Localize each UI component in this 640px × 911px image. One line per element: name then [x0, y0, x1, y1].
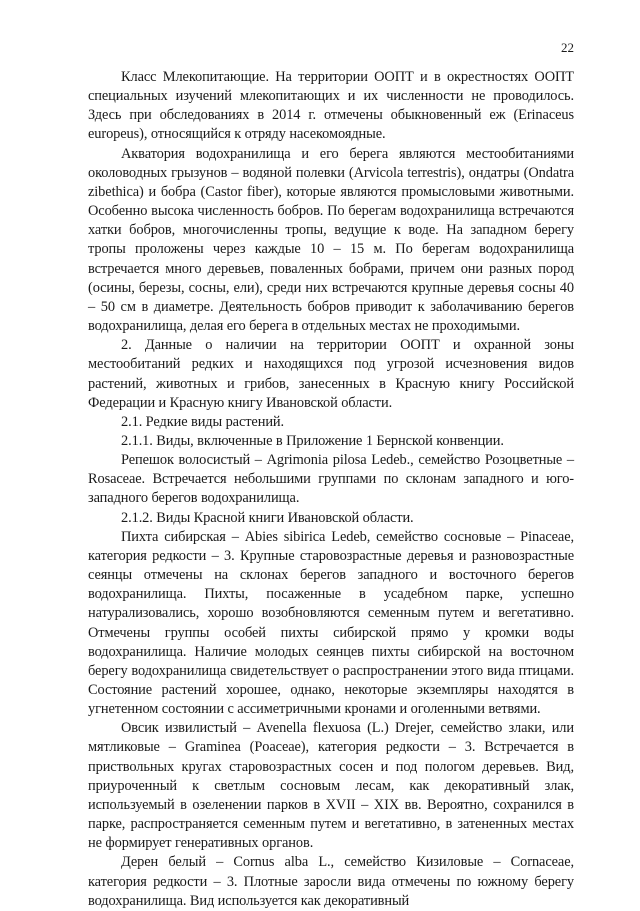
page-number: 22 [561, 40, 574, 55]
paragraph-agrimonia: Репешок волосистый – Agrimonia pilosa Ledeb., семейство Розоцветные – Rosaceae. Встречается небольшими группами по склонам западного и юго-западного берегов водохранилища. [88, 452, 574, 507]
heading-2-1: 2.1. Редкие виды растений. [121, 413, 285, 430]
paragraph-abies: Пихта сибирская – Abies sibirica Ledeb, семейство сосновые – Pinaceae, категория редкости – 3. Крупные старовозрастные деревья и разновозрастные сеянцы отмечены на склонах берегов западного и восточного берегов водохранилища. Пихты, посаженные в усадебном парке, успешно натурализовались, хорошо возобновляются семенным путем и вегетативно. Отмечены группы особей пихты сибирской прямо у кромки воды водохранилища. Наличие молодых сеянцев пихты сибирской на восточном берегу водохранилища свидетельствует о распространении этого вида птицами. Состояние растений хорошее, однако, некоторые экземпляры находятся в угнетенном состоянии с ассиметричными кронами и оголенными ветвями. [88, 528, 574, 718]
heading-2-1-1: 2.1.1. Виды, включенные в Приложение 1 Бернской конвенции. [121, 432, 504, 449]
paragraph-section-2: 2. Данные о наличии на территории ООПТ и охранной зоны местообитаний редких и находящихся под угрозой исчезновения видов растений, животных и грибов, занесенных в Красную книгу Российской Федерации и Красную книгу Ивановской области. [88, 337, 574, 411]
paragraph-mammals: Класс Млекопитающие. На территории ООПТ и в окрестностях ООПТ специальных изучений млекопитающих и их численности не проводилось. Здесь при обследованиях в 2014 г. отмечены обыкновенный еж (Erinaceus europeus), относящийся к отряду насекомоядные. [88, 69, 574, 143]
paragraph-cornus: Дерен белый – Cornus alba L., семейство Кизиловые – Cornaceae, категория редкости – 3. Плотные заросли вида отмечены по южному берегу водохранилища. Вид используется как декоративный [88, 854, 574, 909]
heading-2-1-2: 2.1.2. Виды Красной книги Ивановской области. [121, 509, 414, 526]
paragraph-water-area-rodents: Акватория водохранилища и его берега являются местообитаниями околоводных грызунов – водяной полевки (Arvicola terrestris), ондатры (Ondatra zibethica) и бобра (Castor fiber), которые являются промысловыми животными. Особенно высока численность бобров. По берегам водохранилища встречаются хатки бобров, многочисленны тропы, ведущие к воде. На западном берегу тропы проложены через каждые 10 – 15 м. По берегам водохранилища встречается много деревьев, поваленных бобрами, причем они разных пород (осины, березы, сосны, ели), среди них встречаются крупные деревья сосны 40 – 50 см в диаметре. Деятельность бобров приводит к заболачиванию берегов водохранилища, делая его берега в отдельных местах не проходимыми. [88, 145, 574, 335]
page-body [88, 68, 574, 911]
paragraph-avenella: Овсик извилистый – Avenella flexuosa (L.) Drejer, семейство злаки, или мятликовые – Graminea (Poaceae), категория редкости – 3. Встречается в приствольных кругах старовозрастных сосен и под пологом деревьев. Вид, приуроченный к светлым сосновым лесам, как декоративный злак, используемый в озеленении парков в XVII – XIX вв. Вероятно, сохранился в парке, распространяется семенным путем и вегетативно, в затененных местах не формирует генеративных органов. [88, 720, 574, 852]
